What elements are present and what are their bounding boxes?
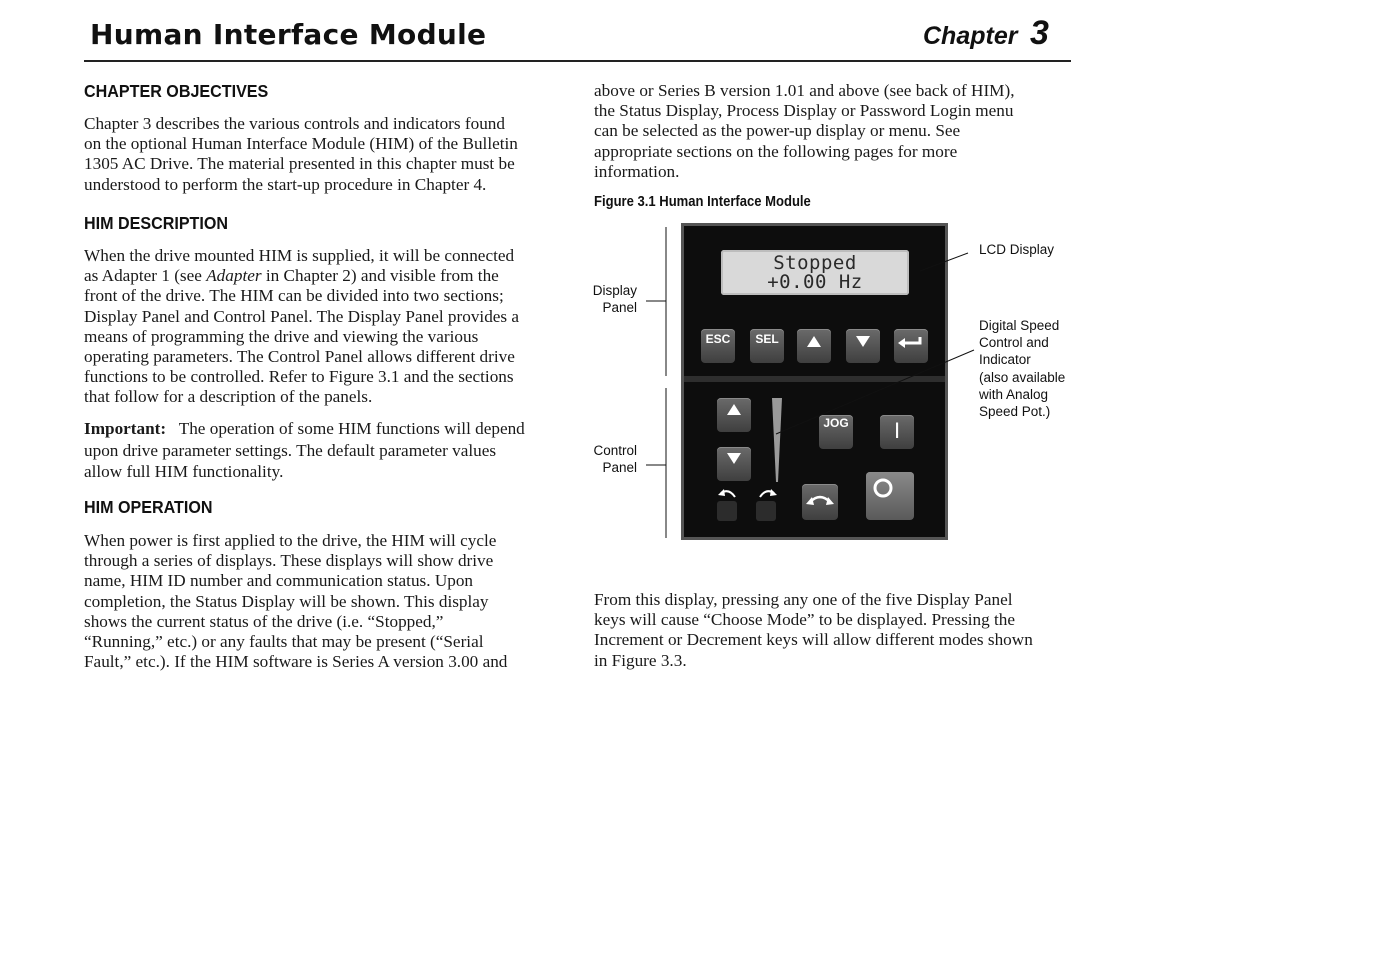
text-line: above or Series B version 1.01 and above (see back of HIM), — [594, 81, 1015, 100]
callout-line: Control and — [979, 335, 1049, 351]
callout-line: Indicator — [979, 352, 1031, 368]
text-line: information. — [594, 161, 680, 181]
callout-line: Panel — [602, 300, 637, 316]
important-label: Important: — [84, 419, 167, 438]
start-button[interactable]: I — [880, 415, 914, 449]
text-line: through a series of displays. These displays will show drive — [84, 551, 494, 571]
text-line: shows the current status of the drive (i.e. “Stopped,” — [84, 611, 444, 631]
lcd-display-callout: LCD Display — [979, 242, 1055, 257]
sel-button[interactable]: SEL — [750, 329, 784, 363]
text-line: in Figure 3.3. — [594, 650, 687, 670]
callout-line: Display — [592, 283, 637, 298]
text-line: the Status Display, Process Display or Password Login menu — [594, 101, 1014, 121]
text-line: keys will cause “Choose Mode” to be displayed. Pressing the — [594, 610, 1016, 630]
after-figure-paragraph — [594, 590, 1064, 671]
text-run: as Adapter 1 (see — [84, 266, 207, 286]
section-heading-objectives: CHAPTER OBJECTIVES — [84, 81, 269, 101]
operation-continued — [594, 81, 1064, 182]
lcd-frequency-line: +0.00 Hz — [767, 271, 863, 293]
page-title: Human Interface Module — [90, 18, 487, 51]
callout-line: with Analog — [979, 386, 1049, 402]
text-line — [84, 266, 554, 286]
text-line: appropriate sections on the following pages for more — [594, 141, 958, 161]
operation-paragraph — [84, 531, 554, 672]
chapter-label: Chapter — [923, 22, 1018, 50]
lcd-status-line: Stopped — [773, 252, 857, 274]
important-note — [84, 418, 554, 483]
text-line: 1305 AC Drive. The material presented in this chapter must be — [84, 154, 515, 174]
text-line — [84, 418, 554, 440]
section-heading-operation: HIM OPERATION — [84, 497, 213, 517]
objectives-paragraph — [84, 114, 554, 195]
text-line: functions to be controlled. Refer to Figure 3.1 and the sections — [84, 367, 514, 387]
text-line: on the optional Human Interface Module (HIM) of the Bulletin — [84, 134, 518, 154]
text-run: in Chapter 2) and visible from the — [261, 266, 499, 286]
text-line: front of the drive. The HIM can be divided into two sections; — [84, 286, 504, 306]
control-panel-callout — [560, 442, 637, 476]
digital-speed-callout — [979, 317, 1065, 420]
header-rule — [84, 60, 1071, 62]
text-line: “Running,” etc.) or any faults that may be present (“Serial — [84, 632, 484, 652]
text-line: understood to perform the start-up procedure in Chapter 4. — [84, 174, 487, 194]
section-heading-description: HIM DESCRIPTION — [84, 213, 229, 233]
callout-line: (also available — [979, 369, 1066, 385]
text-line: completion, the Status Display will be shown. This display — [84, 591, 489, 611]
adapter-reference: Adapter — [206, 266, 262, 286]
jog-button[interactable]: JOG — [819, 415, 853, 449]
text-line: allow full HIM functionality. — [84, 462, 284, 481]
esc-button[interactable]: ESC — [701, 329, 735, 363]
text-line: Display Panel and Control Panel. The Display Panel provides a — [84, 306, 520, 326]
text-line: operating parameters. The Control Panel allows different drive — [84, 347, 515, 367]
text-line: means of programming the drive and viewing the various — [84, 326, 479, 346]
text-line: From this display, pressing any one of the five Display Panel — [594, 590, 1013, 609]
text-line: that follow for a description of the panels. — [84, 387, 373, 407]
description-paragraph — [84, 246, 554, 408]
text-line: name, HIM ID number and communication status. Upon — [84, 571, 474, 591]
callout-line: Panel — [602, 460, 637, 476]
callout-line: Speed Pot.) — [979, 404, 1051, 420]
text-line: When power is first applied to the drive, the HIM will cycle — [84, 531, 497, 550]
text-line: Increment or Decrement keys will allow different modes shown — [594, 630, 1033, 650]
display-panel-callout — [560, 282, 637, 316]
text-line: can be selected as the power-up display or menu. See — [594, 121, 961, 141]
callout-line: Digital Speed — [979, 318, 1060, 333]
figure-caption: Figure 3.1 Human Interface Module — [594, 194, 811, 210]
chapter-number: 3 — [1030, 14, 1049, 52]
text-line: Fault,” etc.). If the HIM software is Series A version 3.00 and — [84, 652, 508, 672]
text-line: upon drive parameter settings. The default parameter values — [84, 440, 497, 460]
callout-line: Control — [593, 443, 637, 458]
text-run: The operation of some HIM functions will depend — [178, 419, 525, 438]
text-line: Chapter 3 describes the various controls and indicators found — [84, 114, 505, 133]
text-line: When the drive mounted HIM is supplied, it will be connected — [84, 246, 515, 265]
